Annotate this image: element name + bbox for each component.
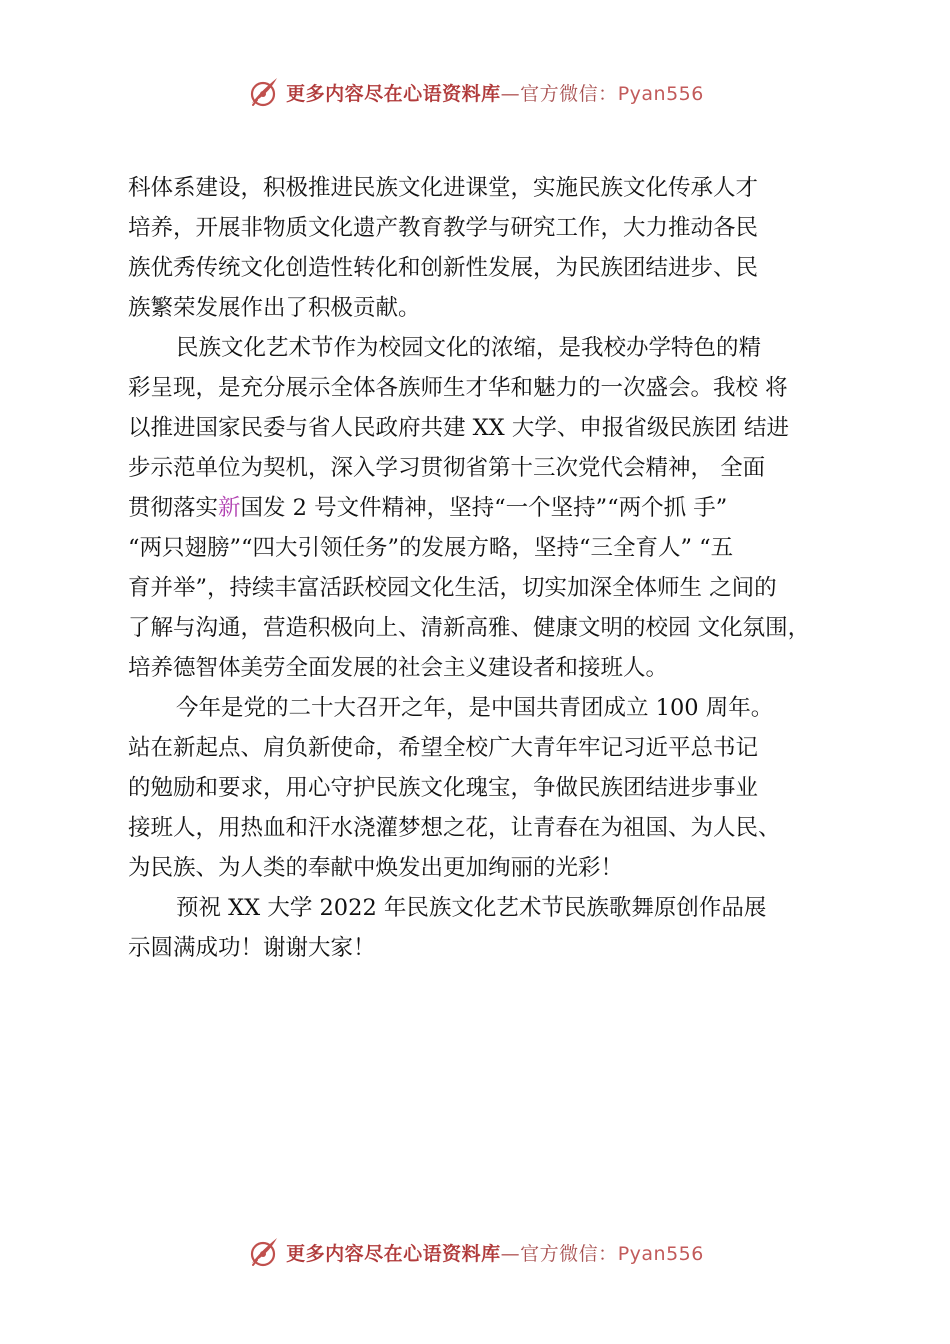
text-fragment: 贯彻落实	[128, 495, 219, 521]
banner-dash: —	[500, 1242, 521, 1265]
banner-wechat-label: 官方微信：	[520, 82, 618, 105]
header-banner	[0, 72, 950, 112]
text-fragment: 国发 2 号文件精神，坚持“一个坚持”“两个抓 手”	[240, 495, 728, 521]
document-body	[128, 168, 868, 968]
banner-wechat-label: 官方微信：	[520, 1242, 618, 1265]
paragraph-2	[128, 328, 868, 688]
text-line: 站在新起点、肩负新使命，希望全校广大青年牢记习近平总书记	[128, 735, 759, 761]
banner-brand: 更多内容尽在心语资料库	[286, 82, 501, 105]
text-line: 为民族、为人类的奉献中焕发出更加绚丽的光彩！	[128, 855, 624, 881]
text-line: 培养德智体美劳全面发展的社会主义建设者和接班人。	[128, 655, 669, 681]
paragraph-3	[128, 688, 868, 888]
text-line-highlighted	[128, 488, 868, 528]
highlighted-char: 新	[218, 495, 241, 521]
text-line: 今年是党的二十大召开之年，是中国共青团成立 100 周年。	[176, 695, 774, 721]
text-line: “两只翅膀”“四大引领任务”的发展方略，坚持“三全育人” “五	[128, 535, 734, 561]
text-line: 了解与沟通，营造积极向上、清新高雅、健康文明的校园 文化氛围，	[128, 615, 811, 641]
quill-pen-logo-icon	[246, 1235, 280, 1269]
text-line: 民族文化艺术节作为校园文化的浓缩，是我校办学特色的精	[176, 335, 762, 361]
text-line: 的勉励和要求，用心守护民族文化瑰宝，争做民族团结进步事业	[128, 775, 759, 801]
footer-banner	[0, 1232, 950, 1272]
text-line: 育并举”，持续丰富活跃校园文化生活，切实加深全体师生 之间的	[128, 575, 777, 601]
paragraph-4	[128, 888, 868, 968]
text-line: 步示范单位为契机，深入学习贯彻省第十三次党代会精神， 全面	[128, 455, 766, 481]
banner-dash: —	[500, 82, 521, 105]
banner-wechat-id: Pyan556	[617, 1242, 704, 1265]
text-line: 预祝 XX 大学 2022 年民族文化艺术节民族歌舞原创作品展	[176, 895, 767, 921]
text-line: 族优秀传统文化创造性转化和创新性发展，为民族团结进步、民	[128, 255, 759, 281]
text-line: 彩呈现，是充分展示全体各族师生才华和魅力的一次盛会。我校 将	[128, 375, 788, 401]
banner-brand: 更多内容尽在心语资料库	[286, 1242, 501, 1265]
text-line: 培养，开展非物质文化遗产教育教学与研究工作，大力推动各民	[128, 215, 759, 241]
banner-wechat-id: Pyan556	[617, 82, 704, 105]
banner-text	[286, 79, 704, 106]
text-line: 科体系建设，积极推进民族文化进课堂，实施民族文化传承人才	[128, 175, 759, 201]
banner-text	[286, 1239, 704, 1266]
text-line: 示圆满成功！谢谢大家！	[128, 935, 376, 961]
text-line: 接班人，用热血和汗水浇灌梦想之花，让青春在为祖国、为人民、	[128, 815, 781, 841]
text-line: 族繁荣发展作出了积极贡献。	[128, 295, 421, 321]
paragraph-1	[128, 168, 868, 328]
text-line: 以推进国家民委与省人民政府共建 XX 大学、申报省级民族团 结进	[128, 415, 789, 441]
quill-pen-logo-icon	[246, 75, 280, 109]
